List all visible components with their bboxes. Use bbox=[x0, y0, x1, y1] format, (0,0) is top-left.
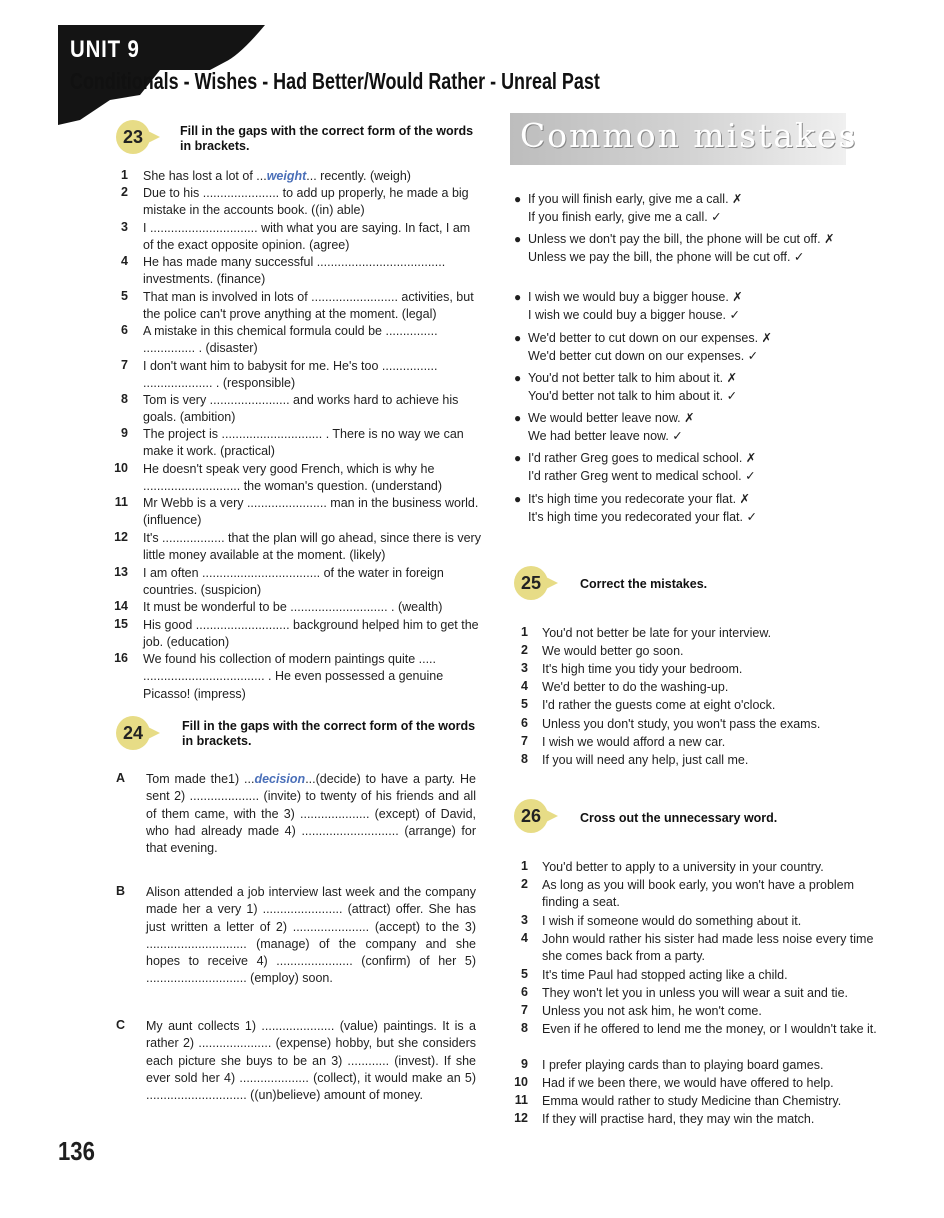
item-number: 7 bbox=[521, 733, 528, 748]
section-label: C bbox=[116, 1018, 126, 1032]
item-number: 4 bbox=[121, 254, 128, 268]
wrong-example: We would better leave now. ✗ bbox=[528, 411, 695, 425]
exercise-item: Mr Webb is a very ....................... man in the business world. (influence) bbox=[143, 496, 479, 528]
exercise-item: If you will need any help, just call me. bbox=[542, 752, 749, 767]
exercise-item: It's time Paul had stopped acting like a child. bbox=[542, 968, 788, 982]
exercise-item: His good ........................... background helped him to get the job. (education) bbox=[143, 618, 479, 650]
exercise-item: John would rather his sister had made less noise every time she comes back from a party. bbox=[542, 932, 874, 964]
item-number: 10 bbox=[514, 1075, 528, 1089]
exercise-25-badge: 25 bbox=[514, 566, 548, 600]
exercise-item: He has made many successful ..................................... investments. (finance) bbox=[143, 255, 446, 287]
wrong-example: I wish we would buy a bigger house. ✗ bbox=[528, 290, 743, 304]
item-number: 4 bbox=[521, 931, 528, 945]
exercise-item: You'd not better be late for your interview. bbox=[542, 626, 772, 640]
item-number: 3 bbox=[521, 661, 528, 676]
mistake-pair bbox=[514, 190, 873, 226]
correct-example: If you finish early, give me a call. ✓ bbox=[528, 210, 722, 224]
item-number: 11 bbox=[114, 495, 128, 509]
item-number: 13 bbox=[114, 565, 128, 579]
exercise-item: Had if we been there, we would have offered to help. bbox=[542, 1076, 834, 1090]
item-number: 3 bbox=[521, 913, 528, 927]
exercise-item: We would better go soon. bbox=[542, 644, 684, 659]
wrong-example: Unless we don't pay the bill, the phone will be cut off. ✗ bbox=[528, 232, 835, 246]
unit-title: UNIT 9 bbox=[70, 36, 140, 63]
exercise-item: I am often .................................. of the water in foreign countries. (suspicion) bbox=[143, 566, 444, 598]
mistake-pair bbox=[514, 409, 873, 445]
item-number: 16 bbox=[114, 651, 128, 665]
wrong-example: You'd not better talk to him about it. ✗ bbox=[528, 371, 738, 385]
exercise-item: We'd better to do the washing-up. bbox=[542, 680, 729, 695]
correct-example: I'd rather Greg went to medical school. ✓ bbox=[528, 469, 756, 483]
exercise-23-badge: 23 bbox=[116, 120, 150, 154]
exercise-25-instruction: Correct the mistakes. bbox=[580, 577, 708, 591]
exercise-item: I ............................... with what you are saying. In fact, I am of the exact opposite opinion. (agree) bbox=[143, 221, 471, 253]
exercise-item: Unless you not ask him, he won't come. bbox=[542, 1004, 762, 1018]
correct-example: We had better leave now. ✓ bbox=[528, 429, 683, 443]
exercise-item bbox=[143, 168, 483, 185]
unit-subtitle: Conditionals - Wishes - Had Better/Would Rather - Unreal Past bbox=[70, 68, 600, 94]
page-number: 136 bbox=[58, 1136, 95, 1166]
mistake-pair bbox=[514, 329, 873, 365]
example-answer: decision bbox=[254, 772, 306, 786]
item-number: 8 bbox=[521, 1021, 528, 1035]
item-number: 5 bbox=[121, 289, 128, 303]
exercise-item: The project is ............................. . There is no way we can make it work. (practical) bbox=[143, 427, 464, 459]
item-number: 9 bbox=[521, 1057, 528, 1071]
item-number: 9 bbox=[121, 426, 128, 440]
item-number: 6 bbox=[121, 323, 128, 337]
exercise-item: I'd rather the guests come at eight o'clock. bbox=[542, 698, 776, 713]
exercise-26-instruction: Cross out the unnecessary word. bbox=[580, 811, 778, 825]
exercise-item: As long as you will book early, you won't have a problem finding a seat. bbox=[542, 878, 855, 910]
bullet-icon: ● bbox=[514, 492, 522, 506]
exercise-item: I prefer playing cards than to playing board games. bbox=[542, 1058, 824, 1072]
exercise-item: Tom is very ....................... and works hard to achieve his goals. (ambition) bbox=[143, 393, 459, 425]
bullet-icon: ● bbox=[514, 451, 522, 465]
exercise-item: I don't want him to babysit for me. He's too ................ .................... . (responsible) bbox=[143, 359, 438, 391]
exercise-24-instruction: Fill in the gaps with the correct form of the words in brackets. bbox=[182, 719, 476, 748]
exercise-paragraph bbox=[146, 771, 476, 857]
exercise-item: A mistake in this chemical formula could be ............... ............... . (disaster) bbox=[143, 324, 438, 356]
item-number: 6 bbox=[521, 715, 528, 730]
item-number: 11 bbox=[514, 1093, 528, 1107]
wrong-example: If you will finish early, give me a call. ✗ bbox=[528, 192, 743, 206]
item-number: 15 bbox=[114, 617, 128, 631]
item-number: 2 bbox=[521, 643, 528, 658]
section-label: B bbox=[116, 884, 126, 898]
bullet-icon: ● bbox=[514, 192, 522, 206]
item-number: 3 bbox=[121, 220, 128, 234]
exercise-item: He doesn't speak very good French, which is why he ............................ the woman's question. (understand) bbox=[143, 462, 443, 494]
correct-example: It's high time you redecorated your flat. ✓ bbox=[528, 510, 757, 524]
item-number: 10 bbox=[114, 461, 128, 475]
correct-example: We'd better cut down on our expenses. ✓ bbox=[528, 349, 759, 363]
example-answer: weight bbox=[266, 169, 307, 183]
item-number: 1 bbox=[521, 859, 528, 873]
exercise-item: Even if he offered to lend me the money, or I wouldn't take it. bbox=[542, 1022, 877, 1036]
common-mistakes-title: Common mistakes bbox=[520, 116, 858, 155]
item-text: ... recently. (weigh) bbox=[306, 169, 411, 183]
exercise-26-badge: 26 bbox=[514, 799, 548, 833]
mistake-pair bbox=[514, 490, 873, 526]
bullet-icon: ● bbox=[514, 371, 522, 385]
exercise-item: We found his collection of modern paintings quite ..... ................................... . He even possessed a genuine Picasso! (impress) bbox=[143, 652, 444, 701]
wrong-example: I'd rather Greg goes to medical school. ✗ bbox=[528, 451, 757, 465]
item-number: 8 bbox=[521, 751, 528, 766]
exercise-item: If they will practise hard, they may win the match. bbox=[542, 1112, 815, 1126]
item-number: 2 bbox=[121, 185, 128, 199]
item-number: 4 bbox=[521, 679, 528, 694]
wrong-example: We'd better to cut down on our expenses. ✗ bbox=[528, 331, 773, 345]
bullet-icon: ● bbox=[514, 331, 522, 345]
exercise-item: You'd better to apply to a university in your country. bbox=[542, 860, 824, 874]
bullet-icon: ● bbox=[514, 290, 522, 304]
mistake-pair bbox=[514, 230, 873, 266]
item-number: 12 bbox=[514, 1111, 528, 1125]
correct-example: You'd better not talk to him about it. ✓ bbox=[528, 389, 738, 403]
exercise-item: Emma would rather to study Medicine than Chemistry. bbox=[542, 1094, 842, 1108]
correct-example: Unless we pay the bill, the phone will be cut off. ✓ bbox=[528, 250, 805, 264]
exercise-item: Unless you don't study, you won't pass the exams. bbox=[542, 716, 821, 731]
exercise-item: They won't let you in unless you will wear a suit and tie. bbox=[542, 986, 849, 1000]
exercise-item: That man is involved in lots of ......................... activities, but the police can't prove anything at the moment. (legal) bbox=[143, 290, 474, 322]
exercise-item: I wish if someone would do something about it. bbox=[542, 914, 802, 928]
item-number: 2 bbox=[521, 877, 528, 891]
exercise-item: Due to his ...................... to add up properly, he made a big mistake in the accounts book. ((in) able) bbox=[143, 186, 469, 218]
exercise-23-instruction: Fill in the gaps with the correct form of the words in brackets. bbox=[180, 124, 474, 153]
bullet-icon: ● bbox=[514, 411, 522, 425]
item-number: 1 bbox=[521, 625, 528, 639]
bullet-icon: ● bbox=[514, 232, 522, 246]
exercise-item: It's .................. that the plan will go ahead, since there is very little money available at the moment. (likely) bbox=[143, 531, 481, 563]
mistake-pair bbox=[514, 449, 873, 485]
wrong-example: It's high time you redecorate your flat. ✗ bbox=[528, 492, 750, 506]
paragraph-text: ...(decide) to have a party. He sent 2) .................... (invite) to twenty of his friends and all of them came, with the 3) .................... (except) of David, who had already made 4) ............................ (arrange) for that evening. bbox=[146, 772, 476, 856]
exercise-item: It must be wonderful to be ............................ . (wealth) bbox=[143, 600, 443, 614]
exercise-item: It's high time you tidy your bedroom. bbox=[542, 662, 743, 677]
item-number: 1 bbox=[121, 168, 128, 182]
item-text: She has lost a lot of ... bbox=[143, 169, 267, 183]
unit-banner bbox=[0, 0, 944, 130]
mistake-pair bbox=[514, 369, 873, 405]
item-number: 5 bbox=[521, 967, 528, 981]
item-number: 12 bbox=[114, 530, 128, 544]
item-number: 5 bbox=[521, 697, 528, 712]
paragraph-text: Tom made the1) ... bbox=[146, 772, 255, 786]
item-number: 14 bbox=[114, 599, 128, 613]
item-number: 7 bbox=[121, 358, 128, 372]
section-label: A bbox=[116, 771, 126, 785]
exercise-item: I wish we would afford a new car. bbox=[542, 734, 726, 749]
mistake-pair bbox=[514, 288, 873, 324]
correct-example: I wish we could buy a bigger house. ✓ bbox=[528, 308, 740, 322]
exercise-paragraph: My aunt collects 1) ..................... (value) paintings. It is a rather 2) ..................... (expense) hobby, but she considers each picture she buys to be an 3) ............ (invest). If she ever sold her 4) .................... (collect), it would make an 5) ............................. ((un)believe) amount of money. bbox=[146, 1019, 476, 1103]
item-number: 8 bbox=[121, 392, 128, 406]
exercise-24-badge: 24 bbox=[116, 716, 150, 750]
exercise-paragraph: Alison attended a job interview last week and the company made her a very 1) ....................... (attract) offer. She has just written a letter of 2) ...................... (accept) to the 3) ............................. (manage) of the company and she hopes to receive 4) ...................... (confirm) of her 5) ............................. (employ) soon. bbox=[146, 885, 476, 986]
item-number: 6 bbox=[521, 985, 528, 999]
item-number: 7 bbox=[521, 1003, 528, 1017]
